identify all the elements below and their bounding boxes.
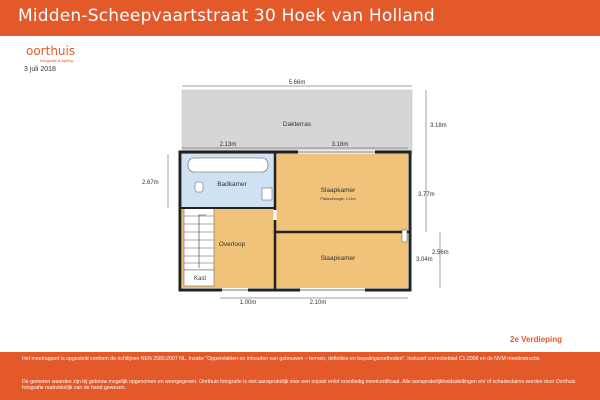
- label-overloop: Overloop: [218, 241, 246, 248]
- company-logo: [16, 44, 106, 66]
- label-dakterras: Dakterras: [282, 121, 312, 128]
- dim-top-width: 5.66m: [288, 80, 306, 86]
- dim-bed1-depth: 3.77m: [418, 192, 435, 198]
- date: 3 juli 2018: [24, 66, 56, 73]
- dim-right-outer: 3.04m: [416, 257, 433, 263]
- dim-width-right: 3.18m: [331, 142, 349, 148]
- dim-right-lower: 2.56m: [432, 250, 449, 256]
- dim-bottom-left: 1.00m: [239, 300, 257, 306]
- label-kast: Kast: [193, 276, 207, 282]
- dim-terrace-depth: 3.18m: [430, 123, 447, 129]
- label-slaapkamer-2: Slaapkamer: [320, 255, 356, 262]
- floor-plan: [140, 70, 460, 310]
- label-slaapkamer-1: Slaapkamer: [320, 187, 356, 194]
- toilet: [195, 182, 203, 192]
- bathtub: [188, 158, 268, 172]
- logo-name: oorthuis: [26, 44, 76, 58]
- footer-disclaimer-1: Het meetrapport is opgesteld conform de richtlijnen NEN 2580:2007 NL. Inzake "Oppervlakten en inhouden van gebouwen – termen, definities en bepalingsmethoden". Inclusief correctieblad C1:2008 en de NVM meetinstructie.: [22, 356, 541, 362]
- label-badkamer: Badkamer: [217, 181, 247, 188]
- dim-bath-depth: 2.67m: [142, 180, 159, 186]
- logo-tagline: fotografie & styling: [40, 58, 73, 63]
- header-bar: [0, 0, 600, 36]
- footer-bar: [0, 352, 600, 400]
- label-plafondhoogte: Plafondhoogte: 2.16m: [320, 197, 356, 201]
- radiator: [402, 230, 407, 242]
- stairs: [184, 208, 214, 270]
- dim-bottom-right: 2.10m: [309, 300, 327, 306]
- floor-label: 2e Verdieping: [510, 335, 563, 344]
- footer-disclaimer-2: De gemeten waarden zijn bij gebouw mogelijk opgenomen en weergegeven. Oorthuis fotografie is niet aansprakelijk voor een onjuist en/of onvolledig meetcertificaat. Alle aansprakelijkheidsstellingen en/ of schadeclaims worden door Oorthuis fotografie nadrukkelijk van de hand gewezen.: [22, 379, 576, 392]
- page-title: Midden-Scheepvaartstraat 30 Hoek van Holland: [18, 6, 435, 26]
- dim-width-left: 2.13m: [219, 142, 237, 148]
- sink: [262, 188, 272, 200]
